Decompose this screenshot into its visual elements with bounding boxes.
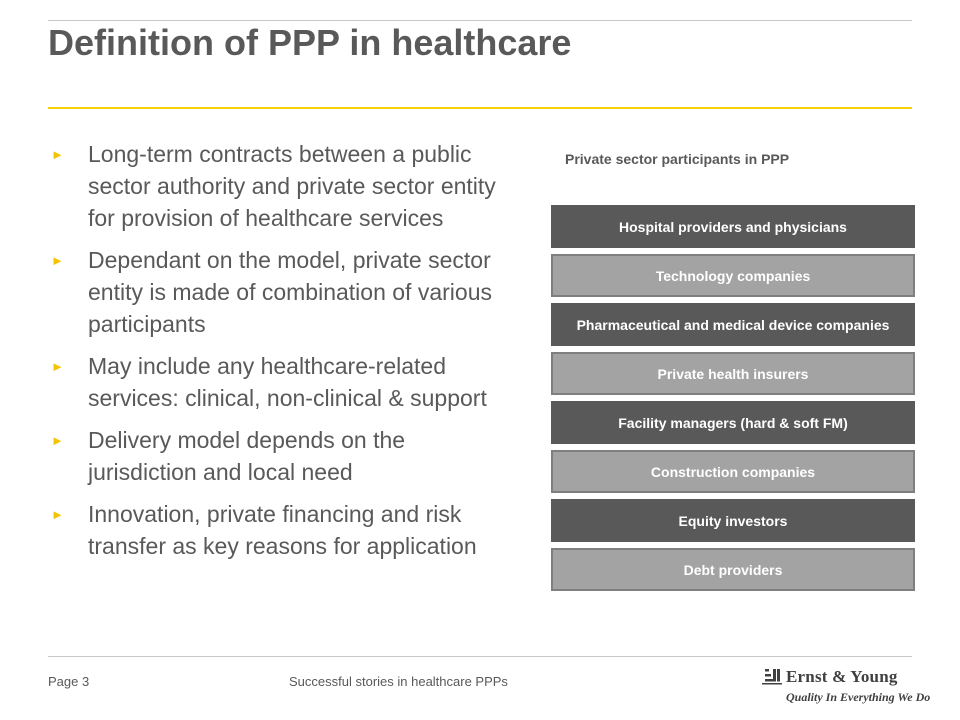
participant-box-health-insurers: Private health insurers xyxy=(551,352,915,395)
company-logo xyxy=(762,664,931,708)
triangle-right-icon: ► xyxy=(51,433,64,448)
participant-box-equity-investors: Equity investors xyxy=(551,499,915,542)
participants-list xyxy=(551,205,915,597)
bullet-text: Long-term contracts between a public sector authority and private sector entity for provision of healthcare services xyxy=(88,141,496,231)
participant-box-pharmaceutical-companies: Pharmaceutical and medical device companies xyxy=(551,303,915,346)
triangle-right-icon: ► xyxy=(51,253,64,268)
participant-box-technology-companies: Technology companies xyxy=(551,254,915,297)
participant-box-debt-providers: Debt providers xyxy=(551,548,915,591)
bullet-item xyxy=(48,424,518,488)
logo-company-name: Ernst & Young xyxy=(786,667,898,686)
bullet-text: Innovation, private financing and risk transfer as key reasons for application xyxy=(88,501,477,559)
footer-rule xyxy=(48,656,912,657)
bullet-list xyxy=(48,138,518,572)
footer-title: Successful stories in healthcare PPPs xyxy=(289,674,508,689)
triangle-right-icon: ► xyxy=(51,507,64,522)
triangle-right-icon: ► xyxy=(51,359,64,374)
bullet-text: May include any healthcare-related services: clinical, non-clinical & support xyxy=(88,353,487,411)
ey-logo-icon xyxy=(762,667,784,685)
participant-box-hospital-providers: Hospital providers and physicians xyxy=(551,205,915,248)
bullet-text: Delivery model depends on the jurisdiction and local need xyxy=(88,427,406,485)
title-underline xyxy=(48,107,912,109)
logo-tagline: Quality In Everything We Do xyxy=(786,690,931,704)
participant-box-construction-companies: Construction companies xyxy=(551,450,915,493)
bullet-item xyxy=(48,244,518,340)
participants-panel-title: Private sector participants in PPP xyxy=(565,151,790,167)
bullet-item xyxy=(48,138,518,234)
participant-box-facility-managers: Facility managers (hard & soft FM) xyxy=(551,401,915,444)
bullet-item xyxy=(48,350,518,414)
page-number: Page 3 xyxy=(48,674,90,689)
page-title: Definition of PPP in healthcare xyxy=(48,22,572,63)
header-top-rule xyxy=(48,20,912,21)
bullet-text: Dependant on the model, private sector entity is made of combination of various participants xyxy=(88,247,492,337)
triangle-right-icon: ► xyxy=(51,147,64,162)
bullet-item xyxy=(48,498,518,562)
